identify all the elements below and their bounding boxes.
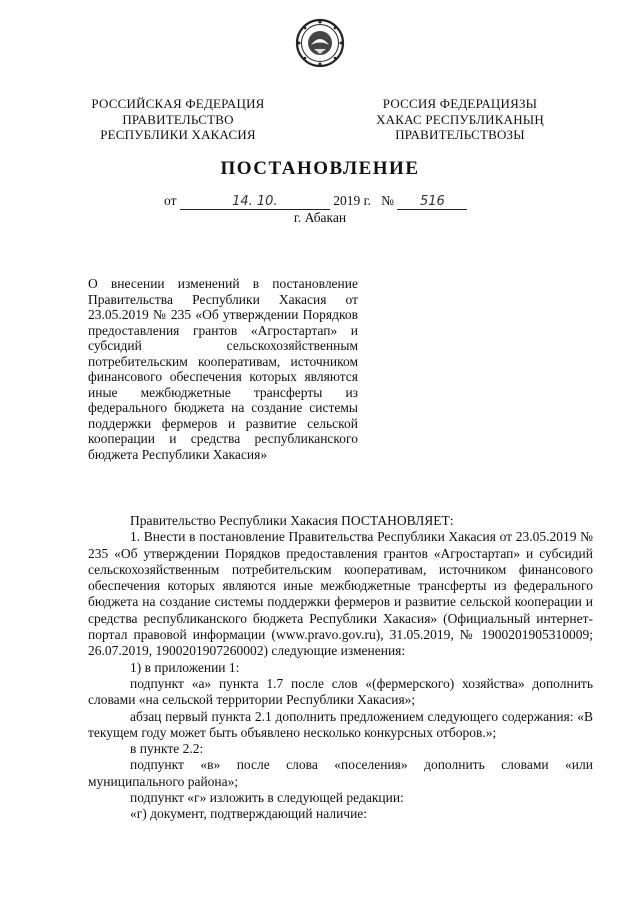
city-line: г. Абакан: [293, 210, 347, 225]
document-subject: О внесении изменений в постановление Правительства Республики Хакасия от 23.05.2019 № 235 «Об утверждении Порядков предоставления грантов «Агростартап» и субсидий сельскохозяйственным потребительским кооперативам, источником финансового обеспечения которых являются иные межбюджетные трансферты из федерального бюджета на создание системы поддержки фермеров и развитие сельской кооперации и средства республиканского бюджета Республики Хакасия»: [88, 276, 358, 462]
body-paragraph: в пункте 2.2:: [130, 741, 204, 757]
body-paragraph: Правительство Республики Хакасия ПОСТАНОВЛЯЕТ:: [130, 513, 454, 528]
header-left-line-1: РОССИЙСКАЯ ФЕДЕРАЦИЯ: [91, 96, 265, 111]
body-paragraph: подпункт «г» изложить в следующей редакции:: [130, 790, 404, 806]
body-paragraph: «г) документ, подтверждающий наличие:: [130, 806, 368, 822]
body-paragraph: 1) в приложении 1:: [130, 659, 240, 675]
date-number-line: [164, 193, 467, 210]
header-right-line-1: РОССИЯ ФЕДЕРАЦИЯЗЫ: [382, 96, 538, 111]
header-left-line-2: ПРАВИТЕЛЬСТВО: [122, 111, 234, 127]
header-right-block: [360, 96, 560, 143]
header-left-block: [78, 96, 278, 143]
document-number-field: 516: [397, 194, 467, 210]
header-left-line-3: РЕСПУБЛИКИ ХАКАСИЯ: [100, 127, 256, 142]
year-label: 2019 г.: [333, 193, 371, 208]
header-right-line-2: ХАКАС РЕСПУБЛИКАНЫҢ: [376, 111, 544, 127]
body-paragraph: абзац первый пункта 2.1 дополнить предложением следующего содержания: «В текущем году может быть объявлено несколько конкурсных отборов.»;: [88, 708, 593, 740]
date-field: 14. 10.: [180, 194, 330, 210]
coat-of-arms-emblem: [295, 18, 345, 68]
document-title: ПОСТАНОВЛЕНИЕ: [220, 158, 420, 179]
document-body: [88, 513, 593, 823]
body-paragraph: 1. Внести в постановление Правительства Республики Хакасия от 23.05.2019 № 235 «Об утверждении Порядков предоставления грантов «Агростартап» и субсидий сельскохозяйственным потребительским кооперативам, источником финансового обеспечения которых являются иные межбюджетные трансферты из федерального бюджета на создание системы поддержки фермеров и развитие сельской кооперации и средства республиканского бюджета Республики Хакасия» (Официальный интернет-портал правовой информации (www.pravo.gov.ru), 31.05.2019, № 1900201905310009; 26.07.2019, 1900201907260002) следующие изменения:: [88, 529, 593, 659]
number-label: №: [381, 193, 395, 208]
body-paragraph: подпункт «а» пункта 1.7 после слов «(фермерского) хозяйства» дополнить словами «на сельской территории Республики Хакасия»;: [88, 675, 593, 708]
body-paragraph: подпункт «в» после слова «поселения» дополнить словами «или муниципального района»;: [88, 757, 593, 789]
header-right-line-3: ПРАВИТЕЛЬСТВОЗЫ: [395, 127, 525, 142]
date-from-label: от: [164, 193, 177, 208]
